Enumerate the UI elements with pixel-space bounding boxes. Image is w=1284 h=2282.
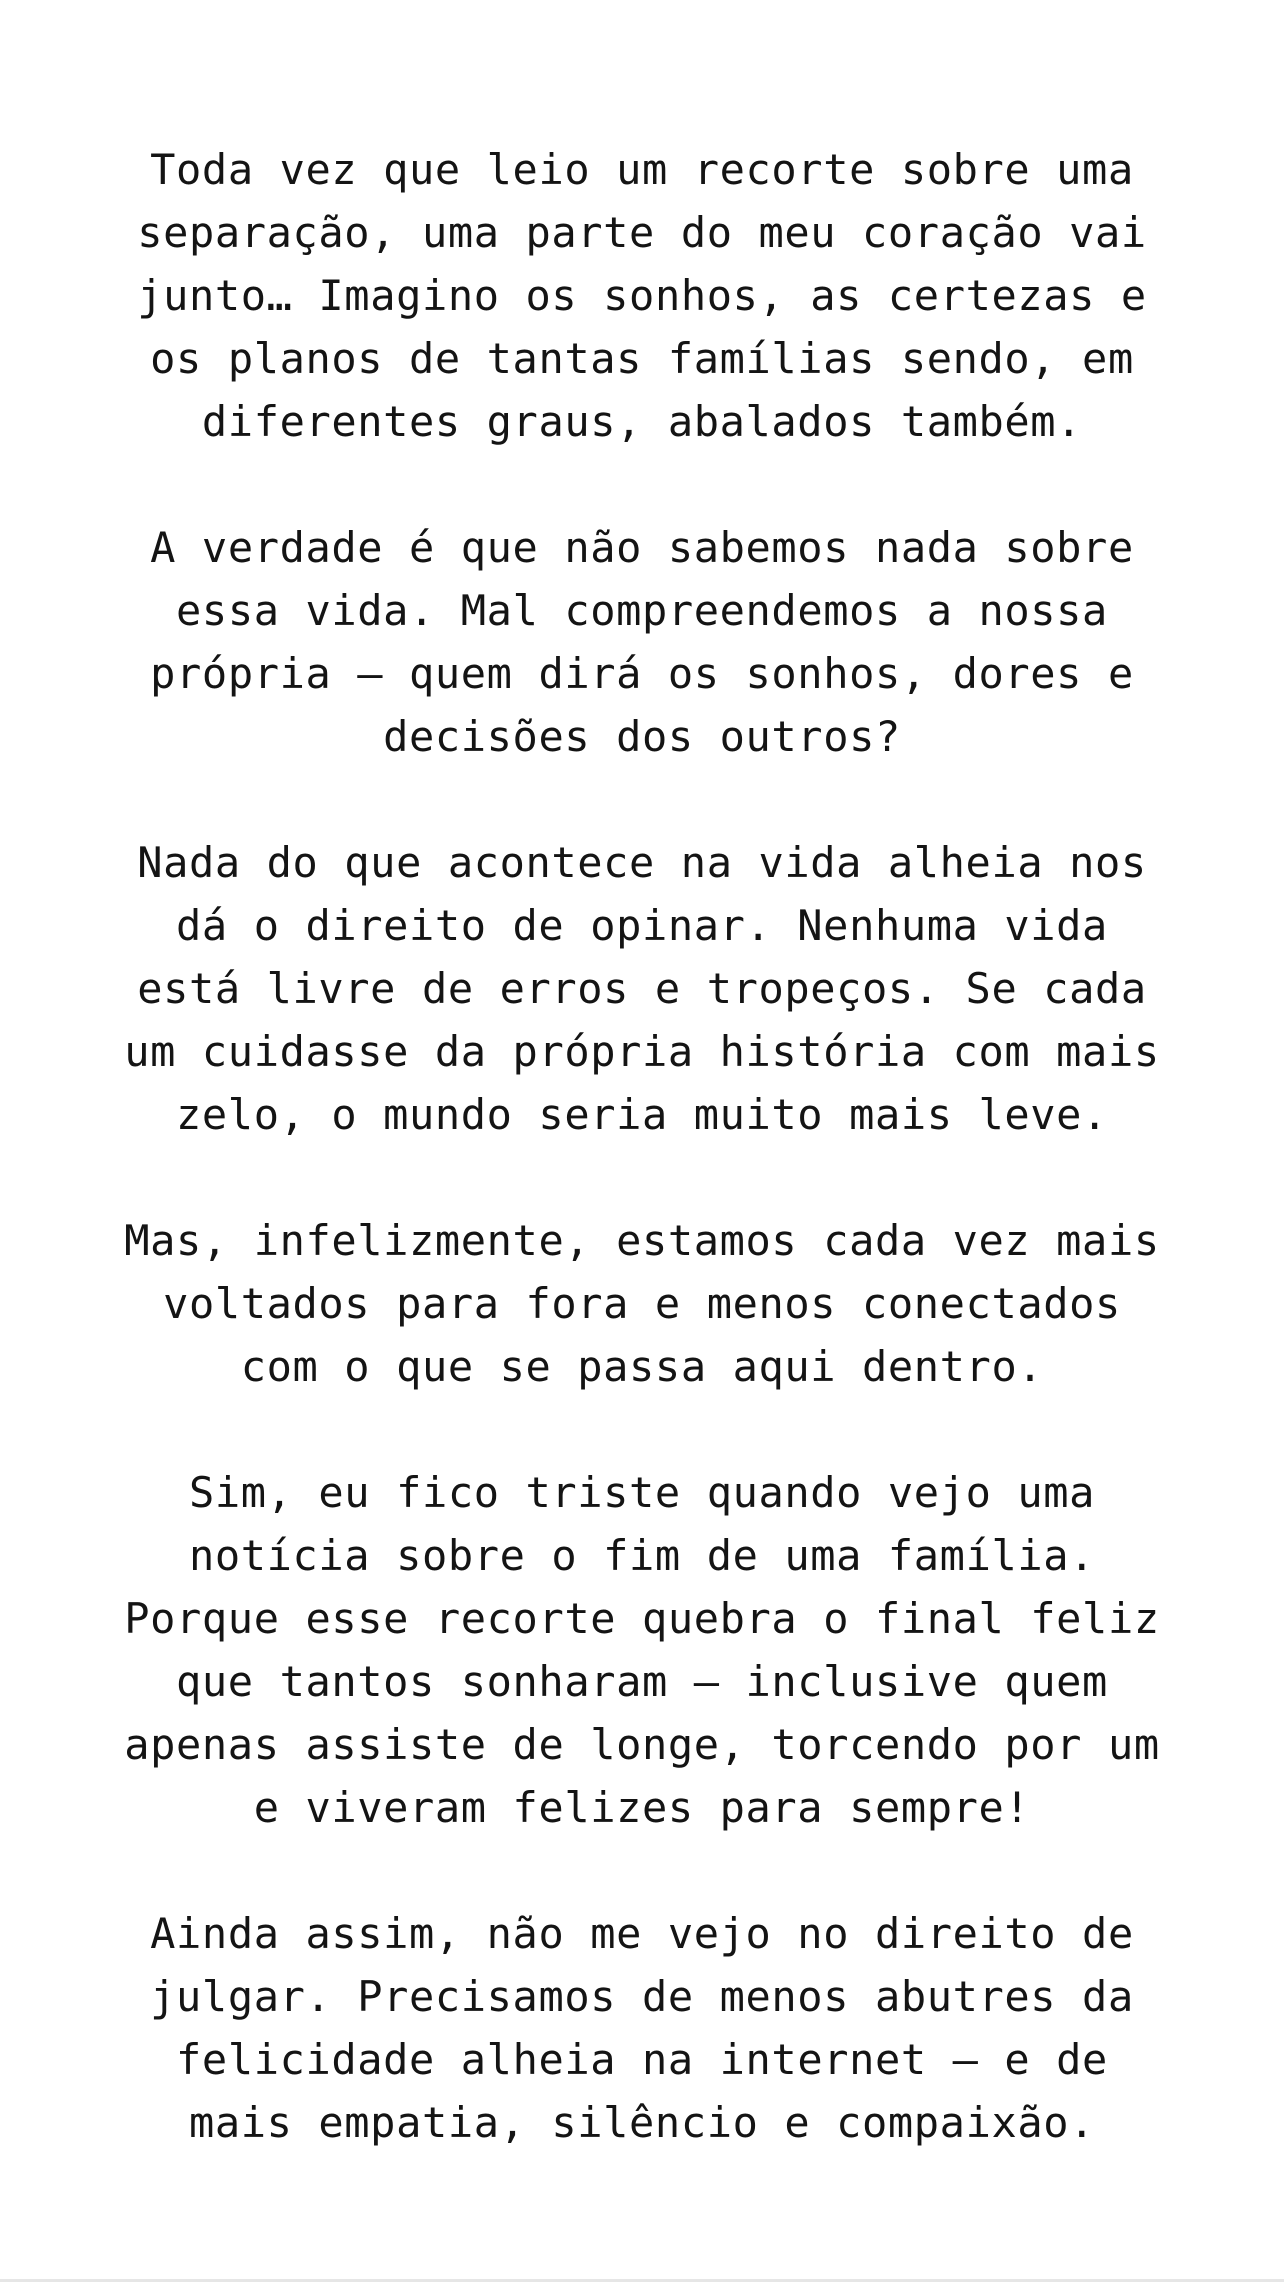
paragraph-4: [124, 1209, 1159, 1398]
text-line: diferentes graus, abalados também.: [201, 397, 1083, 446]
text-line: essa vida. Mal compreendemos a nossa: [176, 586, 1108, 635]
text-line: separação, uma parte do meu coração vai: [137, 208, 1147, 257]
paragraph-5: [124, 1461, 1159, 1839]
text-line: julgar. Precisamos de menos abutres da: [150, 1972, 1134, 2021]
text-line: felicidade alheia na internet — e de: [176, 2035, 1108, 2084]
paragraph-1: [137, 138, 1147, 453]
text-line: com o que se passa aqui dentro.: [240, 1342, 1044, 1391]
story-text: [0, 138, 1284, 2217]
text-line: junto… Imagino os sonhos, as certezas e: [137, 271, 1147, 320]
text-line: está livre de erros e tropeços. Se cada: [137, 964, 1147, 1013]
paragraph-2: [150, 516, 1134, 768]
text-line: os planos de tantas famílias sendo, em: [150, 334, 1134, 383]
text-line: apenas assiste de longe, torcendo por um: [124, 1720, 1160, 1769]
text-line: A verdade é que não sabemos nada sobre: [150, 523, 1134, 572]
text-line: Porque esse recorte quebra o final feliz: [124, 1594, 1160, 1643]
text-line: e viveram felizes para sempre!: [253, 1783, 1031, 1832]
text-line: Ainda assim, não me vejo no direito de: [150, 1909, 1134, 1958]
text-line: notícia sobre o fim de uma família.: [188, 1531, 1095, 1580]
text-line: Nada do que acontece na vida alheia nos: [137, 838, 1147, 887]
text-line: Toda vez que leio um recorte sobre uma: [150, 145, 1134, 194]
text-line: Mas, infelizmente, estamos cada vez mais: [124, 1216, 1160, 1265]
paragraph-6: [150, 1902, 1134, 2154]
text-line: Sim, eu fico triste quando vejo uma: [188, 1468, 1095, 1517]
text-line: um cuidasse da própria história com mais: [124, 1027, 1160, 1076]
text-line: própria — quem dirá os sonhos, dores e: [150, 649, 1134, 698]
text-line: voltados para fora e menos conectados: [163, 1279, 1121, 1328]
text-line: zelo, o mundo seria muito mais leve.: [176, 1090, 1108, 1139]
text-line: dá o direito de opinar. Nenhuma vida: [176, 901, 1108, 950]
text-line: que tantos sonharam — inclusive quem: [176, 1657, 1108, 1706]
paragraph-3: [124, 831, 1159, 1146]
text-line: decisões dos outros?: [383, 712, 901, 761]
text-line: mais empatia, silêncio e compaixão.: [188, 2098, 1095, 2147]
